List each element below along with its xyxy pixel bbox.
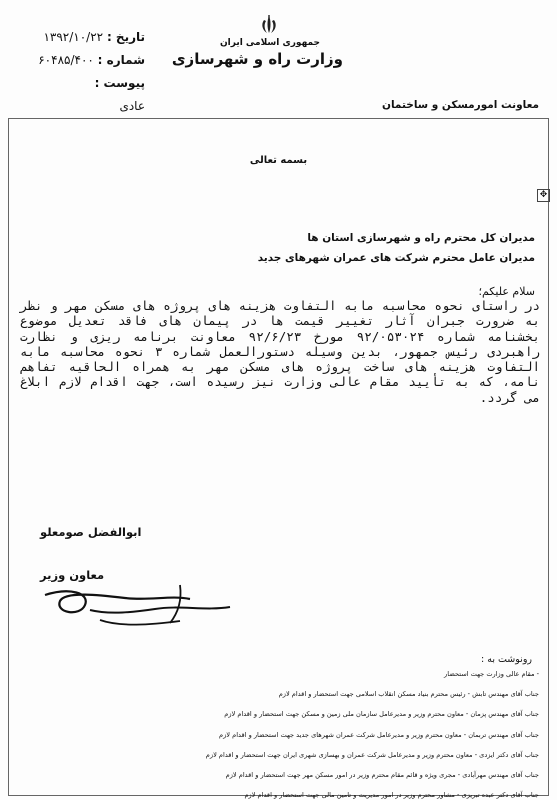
number-label: شماره : (97, 53, 145, 67)
addressee-2: مدیران عامل محترم شرکت های عمران شهرهای جدید (257, 252, 535, 264)
move-handle-icon[interactable]: ✥ (537, 189, 550, 202)
cc-item: جناب آقای مهندس مهرآبادی - مجری ویژه و قائم مقام محترم وزیر در امور مسکن مهر جهت استحضار و اقدام لازم (225, 770, 539, 779)
signer-name: ابوالفضل صومعلو (40, 525, 142, 539)
cc-item: جناب آقای دکتر ایزدی - معاون محترم وزیر و مدیرعامل شرکت عمران و بهسازی شهری ایران جهت استحضار و اقدام لازم (205, 750, 539, 759)
cc-item: جناب آقای مهندس پزمان - معاون محترم وزیر و مدیرعامل سازمان ملی زمین و مسکن جهت استحضار و اقدام لازم (224, 710, 539, 719)
cc-item: جناب آقای مهندس تابش - رئیس محترم بنیاد مسکن انقلاب اسلامی جهت استحضار و اقدام لازم (278, 690, 539, 699)
deputy-name: معاونت امورمسکن و ساختمان (382, 99, 539, 111)
number-line (30, 53, 145, 67)
cc-title: رونوشت به : (481, 654, 532, 665)
signer-title: معاون وزیر (40, 568, 105, 582)
cc-item: - مقام عالی وزارت جهت استحضار (444, 670, 539, 678)
addressee-1: مدیران کل محترم راه و شهرسازی استان ها (307, 232, 535, 244)
cc-list (19, 664, 539, 805)
attachment-line (30, 76, 145, 90)
ministry-name: وزارت راه و شهرسازی (171, 50, 343, 68)
date-label: تاریخ : (106, 30, 145, 44)
signature-icon (30, 565, 240, 635)
number-value: ۶۰۴۸۵/۴۰۰ (38, 53, 94, 67)
greeting: سلام علیکم؛ (478, 285, 535, 298)
date-value: ۱۳۹۲/۱۰/۲۲ (43, 30, 104, 44)
cc-item: جناب آقای دکتر عبده تبریزی - مشاور محترم وزیر در امور مدیریت و تامین مالی جهت استحضار و اقدام لازم (244, 791, 539, 800)
classification: عادی (119, 99, 145, 113)
cc-item: جناب آقای مهندس تربمان - معاون محترم وزیر و مدیرعامل شرکت عمران شهرهای جدید جهت استحضار و اقدام لازم (219, 730, 539, 739)
iran-emblem-icon (258, 14, 280, 36)
letter-body-text: در راستای نحوه محاسبه مابه التفاوت هزینه های پروژه های مسکن مهر و نظر به ضرورت جبران آثار تغییر قیمت ها در پیمان های فاقد تعدیل موضوع بخشنامه شماره ۹۲/۰۵۳۰۲۴ مورخ ۹۲/۶/۲۳ معاونت برنامه ریزی و نظارت راهبردی رئیس جمهور، بدین وسیله دستورالعمل شماره ۳ نحوه محاسبه مابه التفاوت هزینه های ساخت پروژه های مسکن مهر به همراه الحاقیه تفاهم نامه، که به تأیید مقام عالی وزارت نیز رسیده است، جهت اقدام لازم ابلاغ می گردد. (20, 298, 541, 405)
letter-body (20, 298, 540, 405)
attachment-label: پیوست : (94, 76, 145, 90)
bismillah: بسمه تعالی (249, 155, 308, 166)
government-name: جمهوری اسلامی ایران (219, 38, 321, 48)
date-line (30, 30, 145, 44)
